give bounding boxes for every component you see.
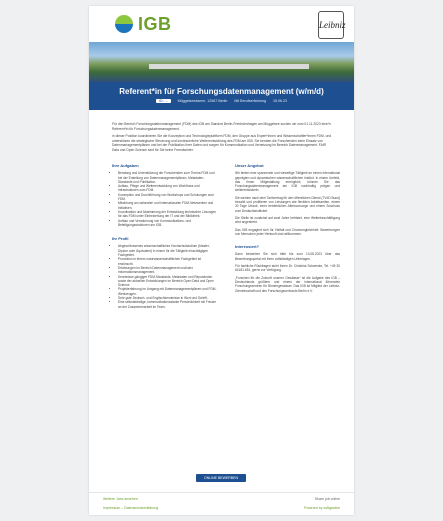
- meta-pill: ID: ...: [156, 99, 171, 103]
- powered-by-link[interactable]: Powered by softgarden: [304, 506, 340, 510]
- apply-p1: Dann bewerben Sie sich bitte bis zum 13.08.2023 über das Bewerbungsportal mit Ihren vollständigen Unterlagen.: [235, 252, 340, 261]
- list-item: • Abgeschlossenes wissenschaftliches Hochschulstudium (Master, Diplom oder Äquivalent) in einem für die Tätigkeit einschlägigen Fachgebiet.: [118, 244, 217, 257]
- share-label: Share job online: [314, 497, 340, 501]
- leibniz-logo: Leibniz: [318, 11, 344, 39]
- apply-online-button[interactable]: ONLINE BEWERBEN: [196, 474, 246, 482]
- meta-date: 15.06.23: [272, 99, 287, 103]
- profile-list: [112, 244, 217, 308]
- offer-heading: Unser Angebot: [235, 163, 264, 168]
- profile-heading: Ihr Profil: [112, 236, 129, 242]
- list-item: • Kenntnisse gängiger FDM-Standards, Metadaten und Repositorien sowie der aktuellen Entwicklungen im Bereich Open Data und Open Science.: [118, 275, 217, 288]
- about-p: „Forschen für die Zukunft unserer Gewässer“ ist die Aufgabe des IGB – Deutschlands größtem und einem der international führenden Forschungszentren für Binnengewässer. Das IGB ist Mitglied der Leibniz-Gemeinschaft und des Forschungsverbunds Berlin e.V.: [235, 275, 340, 293]
- list-item: • Koordination und Abstimmung der Entwicklung technischer Lösungen für das FDM unter Einbeziehung der IT und der Bibliothek.: [118, 210, 217, 219]
- meta-location: Müggelseedamm, 12587 Berlin: [177, 99, 228, 103]
- list-item: • Eine selbstständige, kommunikationsstarke Persönlichkeit mit Freude an der Zusammenarbeit im Team.: [118, 300, 217, 309]
- footer: [89, 492, 354, 515]
- title-band: [89, 82, 354, 110]
- offer-p4: Das IGB engagiert sich für Vielfalt und Chancengleichheit. Bewerbungen von Menschen jeder Herkunft sind willkommen.: [235, 227, 340, 236]
- igb-logo-text: IGB: [138, 14, 172, 34]
- job-ad-page: [89, 6, 354, 515]
- list-item: • Projekterfahrung im Umgang mit Datenmanagementplänen und FDM-Werkzeugen.: [118, 287, 217, 296]
- tasks-list: [112, 171, 217, 227]
- more-jobs-link[interactable]: Weitere Jobs ansehen: [103, 497, 138, 501]
- intro-p1: Für den Bereich Forschungsdatenmanagement (FDM) des IGB am Standort Berlin-Friedrichshagen am Müggelsee suchen wir zum 01.11.2023 eine*n Referent*in für Forschungsdatenmanagement.: [112, 122, 331, 131]
- pier-shape: [149, 64, 309, 69]
- list-item: • Konzeption und Durchführung von Workshops und Schulungen zum FDM.: [118, 193, 217, 202]
- apply-p2: Für fachliche Rückfragen steht Ihnen Dr. Christina Schwenke, Tel. +49 30 64181-651, gerne zur Verfügung.: [235, 264, 340, 273]
- intro-p2: In dieser Position koordinieren Sie die Konzeption und Technologieplattform FDM, den Gruppe aus Expert*innen und Wissenschaftler*innen FDM, und unterstützen die strategische Steuerung und kontinuierliche Weiterentwicklung des FDM am IGB. Sie beraten die Forschenden beim Einsatz von Datenmanagementplänen und bei der Publikation ihrer Daten und sorgen für Kommunikation und Vernetzung im Bereich Datenmanagement. FAIR Data und Open Science sind für Sie keine Fremdwörter.: [112, 134, 332, 152]
- list-item: • Mitwirkung an nationalen und internationalen FDM-Netzwerken und Initiativen.: [118, 201, 217, 210]
- left-column: [112, 164, 217, 313]
- list-item: • Sehr gute Deutsch- und Englischkenntnisse in Wort und Schrift.: [118, 296, 217, 300]
- intro: [112, 122, 332, 155]
- right-column: [235, 164, 340, 296]
- meta-experience: Mit Berufserfahrung: [234, 99, 266, 103]
- list-item: • Beratung und Unterstützung der Forschenden zum Thema FDM und bei der Erstellung von Datenmanagementplänen, Metadaten-Standards und Publikation.: [118, 171, 217, 184]
- offer-p2: Sie werden nach dem Tarifvertrag für den öffentlichen Dienst (TVöD Bund) bezahlt und profitieren von Leistungen wie flexiblen Arbeitszeiten, einem 30 Tage Urlaub, einer betrieblichen Altersvorsorge und einem Zuschuss zum Deutschlandticket.: [235, 195, 340, 213]
- tasks-heading: Ihre Aufgaben: [112, 163, 139, 168]
- header: [89, 6, 354, 42]
- list-item: • Erfahrungen im Bereich Datenmanagement und/oder Informationsmanagement.: [118, 266, 217, 275]
- job-title: Referent*in für Forschungsdatenmanagement (w/m/d): [119, 87, 324, 96]
- list-item: • Aufbau, Pflege und Weiterentwicklung von Workflows und Infrastrukturen zum FDM.: [118, 184, 217, 193]
- list-item: • Promotion in einem naturwissenschaftlichen Fachgebiet ist erwünscht.: [118, 257, 217, 266]
- list-item: • Aufbau und Verankerung von Kommunikations- und Beteiligungsstrukturen am IGB.: [118, 219, 217, 228]
- meta-row: [89, 99, 354, 103]
- offer-p1: Wir bieten eine spannende und vielseitige Tätigkeit an einem international geprägten und dynamischen wissenschaftlichen Institut. In einem Umfeld, das Ihnen Mitgestaltung ermöglicht, können Sie das Forschungsdatenmanagement am IGB nachhaltig prägen und weiterentwickeln.: [235, 171, 340, 193]
- interested-heading: Interessiert?: [235, 244, 260, 250]
- imprint-link[interactable]: Impressum – Datenschutzerklärung: [103, 506, 159, 510]
- offer-p3: Die Stelle ist zunächst auf zwei Jahre befristet, eine Weiterbeschäftigung wird angestrebt.: [235, 215, 340, 225]
- hero-image: [89, 42, 354, 82]
- igb-logo-icon: [115, 15, 133, 33]
